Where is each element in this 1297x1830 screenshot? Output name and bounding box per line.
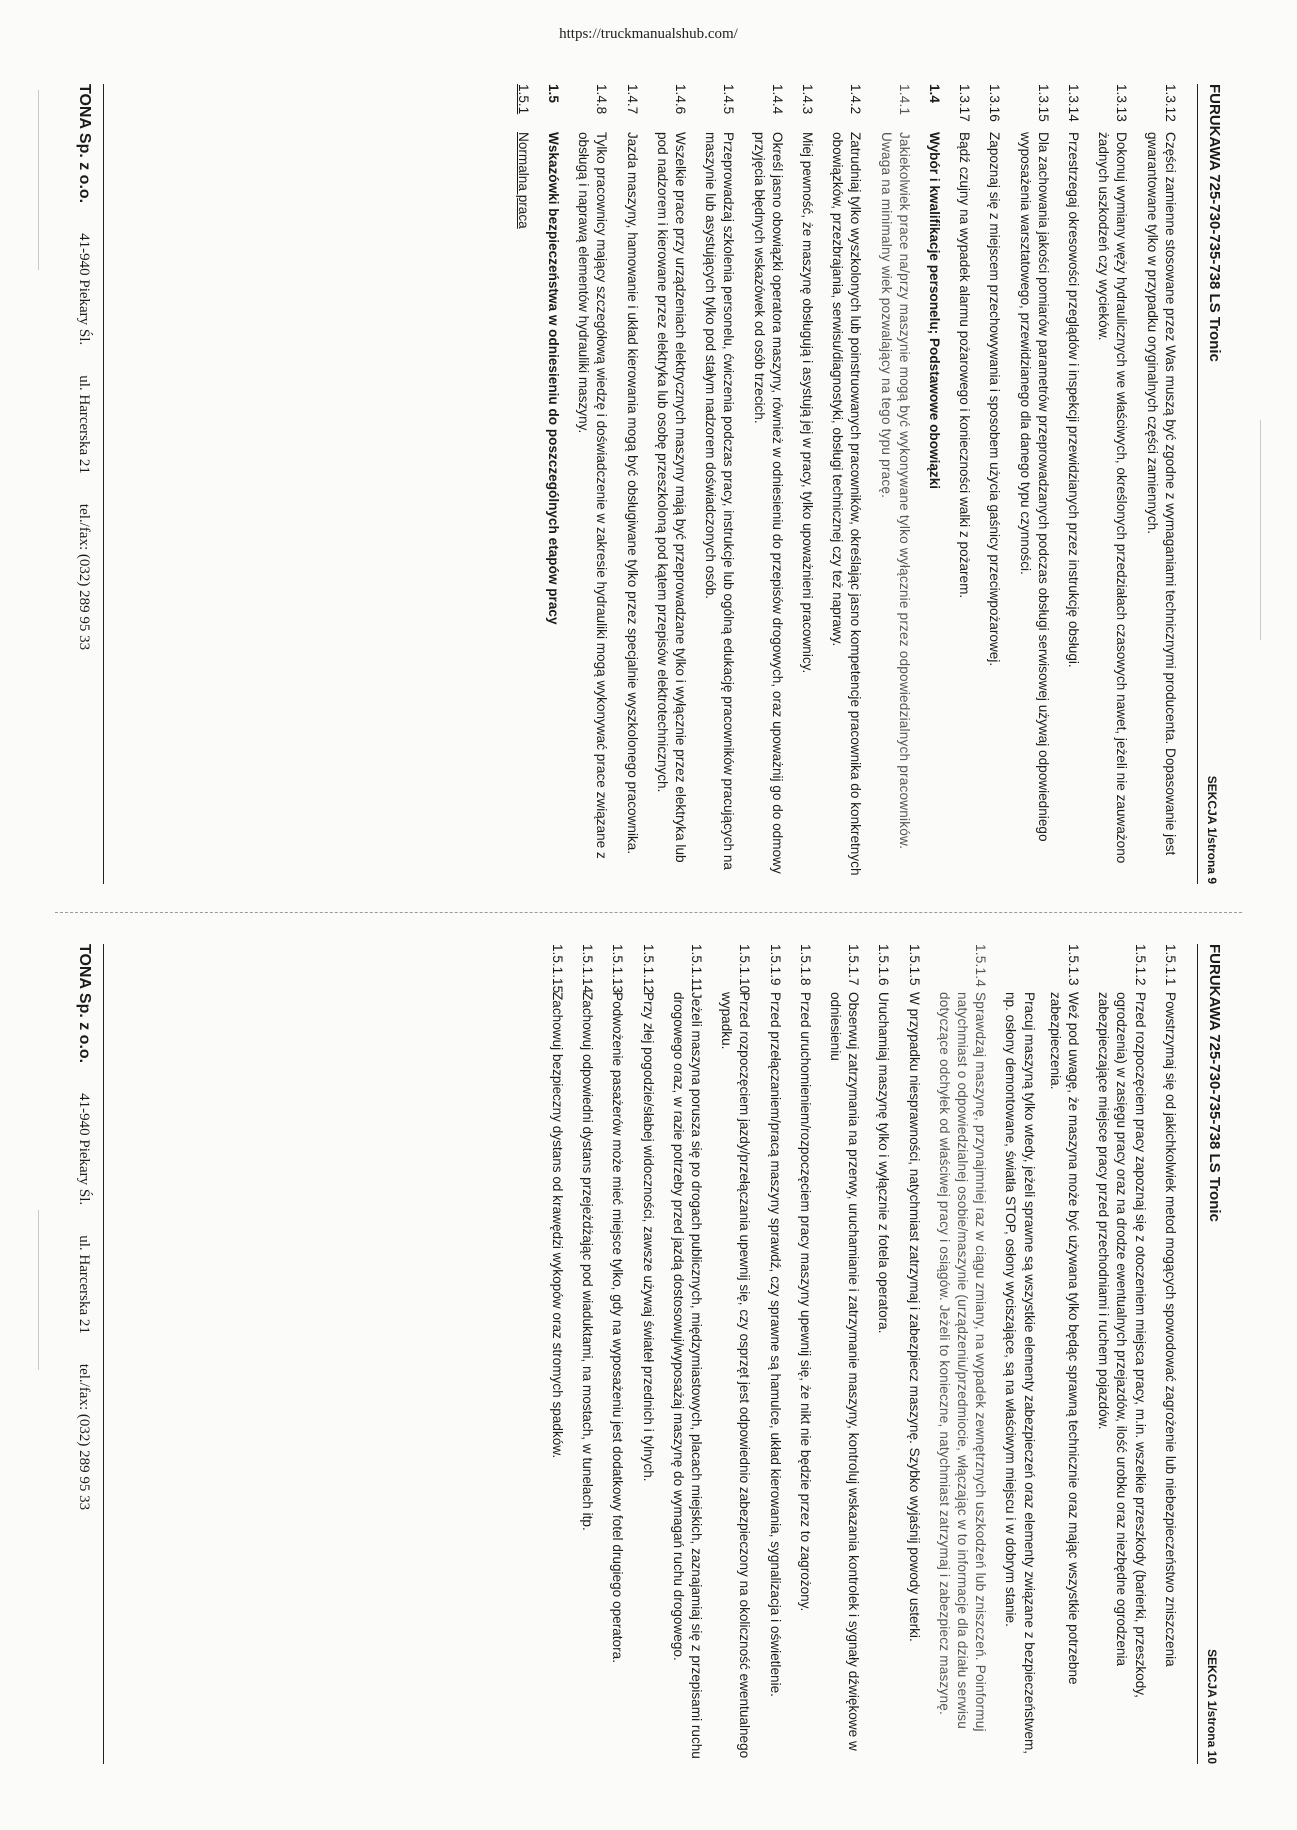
item-list	[513, 84, 1178, 884]
section-item	[795, 944, 813, 1764]
item-number: 1.5.1.7	[845, 944, 861, 986]
item-text: Podwożenie pasażerów może mieć miejsce tylko, gdy na wyposażeniu jest dodatkowy fotel drugiego operatora.	[609, 992, 625, 1663]
item-text: Bądź czujny na wypadek alarmu pożarowego i konieczności walki z pożarem.	[956, 132, 972, 599]
item-text: Dla zachowania jakości pomiarów parametrów przeprowadzanych podczas obsługi serwisowej używaj odpowiedniego wyposażenia warsztatowego, przewidzianego dla danego typu czynności.	[1017, 132, 1051, 842]
section-item	[701, 84, 737, 884]
item-number: 1.5.1.12	[640, 944, 656, 994]
section-item	[955, 84, 973, 884]
section-item	[717, 944, 753, 1764]
item-number: 1.3.16	[986, 84, 1002, 122]
item-number: 1.4.1	[896, 84, 912, 116]
page-10-content	[74, 944, 1224, 1764]
section-item	[874, 944, 892, 1764]
item-number: 1.4.3	[799, 84, 815, 115]
item-number: 1.5.1.1	[1162, 944, 1178, 986]
item-text: Wybór i kwalifikacje personelu; Podstawowe obowiązki	[926, 132, 942, 490]
item-number: 1.5.1.6	[875, 944, 891, 986]
item-number: 1.3.14	[1065, 84, 1081, 122]
section-label: SEKCJA 1/strona 9	[1204, 775, 1219, 884]
footer-city: 41-940 Piekary Śl.	[75, 233, 92, 346]
section-item	[934, 944, 989, 1764]
section-item	[876, 84, 912, 884]
item-text: Przestrzegaj okresowości przeglądów i inspekcji przewidzianych przez instrukcję obsługi.	[1065, 132, 1081, 668]
page-9-scan	[0, 60, 1297, 908]
item-text: Przeprowadzaj szkolenia personelu, ćwiczenia podczas pracy, instrukcje lub ogólną edukację pracowników pracujących na maszynie lub asystujących tylko pod stałym nadzorem doświadczonych osób.	[702, 132, 736, 870]
item-number: 1.3.15	[1035, 84, 1051, 122]
item-number: 1.5.1.14	[579, 944, 595, 994]
item-text: Przed uruchomieniem/rozpoczęciem pracy maszyny upewnij się, że nikt nie będzie przez to zagrożony.	[797, 992, 813, 1612]
item-number: 1.4.5	[720, 84, 736, 115]
item-number: 1.5.1.9	[767, 944, 783, 986]
item-text: Wszelkie prace przy urządzeniach elektrycznych maszyny mają być przeprowadzane tylko i wyłącznie przez elektryka lub pod nadzorem i kierowane przez elektryka lub osobę przeszkoloną pod kątem przepisów elektrotechnicznych.	[654, 132, 688, 863]
item-number: 1.3.17	[956, 84, 972, 122]
brand-title: FURUKAWA 725-730-735-738 LS Tronic	[1205, 84, 1223, 362]
section-item	[513, 84, 531, 884]
footer-phone: tel./fax: (032) 289 95 33	[75, 503, 92, 651]
item-number: 1.4.8	[593, 84, 609, 115]
page-footer	[74, 84, 104, 884]
item-list	[547, 944, 1178, 1764]
section-item	[749, 84, 785, 884]
footer-street: ul. Harcerska 21	[75, 375, 92, 474]
source-url[interactable]: https://truckmanualshub.com/	[559, 26, 738, 42]
item-text: Przed przełączaniem/pracą maszyny sprawdź, czy sprawne są hamulce, układ kierowania, sygnalizacja i oświetlenie.	[767, 992, 783, 1697]
item-text: Przy złej pogodzie/słabej widoczności, zawsze używaj świateł przednich i tylnych.	[640, 992, 656, 1482]
footer-street: ul. Harcerska 21	[75, 1235, 92, 1334]
section-item	[828, 84, 864, 884]
section-item	[924, 84, 942, 884]
item-text: Sprawdzaj maszynę, przynajmniej raz w ciągu zmiany, na wypadek zewnętrznych uszkodzeń lub zniszczeń. Poinformuj natychmiast o odpowiedzialnej osobie/maszynie (urządzeniu/przedmiocie, włączając w to informacje dla działu serwisu dotyczące odchyłek od właściwej pracy i osiągów. Jeżeli to konieczne, natychmiast zatrzymaj i zabezpiecz maszynę.	[936, 992, 988, 1732]
item-text: Miej pewność, że maszynę obsługują i asystują jej w pracy, tylko upoważnieni pracownicy.	[799, 132, 815, 674]
page-divider	[55, 912, 1242, 913]
section-item	[825, 944, 861, 1764]
item-number: 1.3.13	[1114, 84, 1129, 122]
section-item	[1160, 944, 1178, 1764]
item-text: Zachowuj bezpieczny dystans od krawędzi wykopów oraz stromych spadków.	[549, 992, 565, 1459]
section-item	[765, 944, 783, 1764]
item-number: 1.4.2	[847, 84, 863, 115]
section-item	[904, 944, 922, 1764]
section-item	[622, 84, 640, 884]
item-number: 1.5.1.10	[736, 944, 752, 994]
item-number: 1.5.1.4	[972, 944, 988, 987]
section-item	[638, 944, 656, 1764]
item-text: Jeżeli maszyna porusza się po drogach publicznych, międzymiastowych, placach miejskich, zaznajamiaj się z przepisami ruchu drogowego oraz, w razie potrzeby przed jazdą dostosowuj/wyposażaj maszynę do wymagań ruchu drogowego.	[670, 992, 704, 1759]
item-text: W przypadku niesprawności, natychmiast zatrzymaj i zabezpiecz maszynę. Szybko wyjaśnij powody usterki.	[906, 992, 922, 1642]
page-header	[1196, 944, 1223, 1764]
item-text: Powstrzymaj się od jakichkolwiek metod mogących spowodować zagrożenie lub niebezpieczeństwo zniszczenia	[1162, 992, 1178, 1667]
item-text: Jazda maszyny, hamowanie i układ kierowania mogą być obsługiwane tylko przez specjalnie wyszkolonego pracownika.	[624, 132, 640, 855]
footer-city: 41-940 Piekary Śl.	[75, 1093, 92, 1206]
item-text: Normalna praca	[515, 132, 531, 229]
item-number: 1.4.7	[624, 84, 640, 115]
section-item	[608, 944, 626, 1764]
footer-company: TONA Sp. z o.o.	[75, 944, 93, 1064]
item-text: Obserwuj zatrzymania na przerwy, uruchamianie i zatrzymanie maszyny, kontroluj wskazania kontrolek i sygnały dźwiękowe w odniesieniu	[827, 992, 861, 1751]
item-number: 1.5.1.5	[906, 944, 922, 986]
item-number: 1.5.1.8	[797, 944, 813, 986]
item-number: 1.4.6	[672, 84, 688, 115]
section-item	[547, 944, 565, 1764]
item-number: 1.5.1.3	[1065, 944, 1081, 986]
item-text: Określ jasno obowiązki operatora maszyny, również w odniesieniu do przepisów drogowych, oraz upoważnij go do odmowy przyjęcia błędnych wskazówek od osób trzecich.	[751, 132, 785, 874]
item-text-continued: Pracuj maszyną tylko wtedy, jeżeli sprawne są wszystkie elementy zabezpieczeń oraz elementy związane z bezpieczeństwem, np. osłony demontowane, światła STOP, osłony wyciszające, są na właściwym miejscu i w dobrym stanie.	[1002, 992, 1037, 1755]
page-header	[1196, 84, 1223, 884]
section-item	[1142, 84, 1178, 884]
section-label: SEKCJA 1/strona 10	[1204, 1649, 1219, 1764]
brand-title: FURUKAWA 725-730-735-738 LS Tronic	[1205, 944, 1223, 1222]
item-number: 1.5.1.15	[549, 944, 565, 994]
item-number: 1.4.4	[769, 84, 785, 115]
item-text: Jakiekolwiek prace na/przy maszynie mogą być wykonywane tylko wyłącznie przez odpowiedzialnych pracowników. Uwaga na minimalny wiek pozwalający na tego typu pracę.	[878, 132, 912, 850]
section-item	[574, 84, 610, 884]
section-item	[652, 84, 688, 884]
section-item	[543, 84, 561, 884]
item-text: Zatrudniaj tylko wyszkolonych lub poinstruowanych pracowników, określając jasno kompetencje pracownika do konkretnych obowiązków, przezbrajania, serwisu/diagnostyki, obsługi technicznej czy też naprawy.	[829, 132, 863, 876]
item-text: Zapoznaj się z miejscem przechowywania i sposobem użycia gaśnicy przeciwpożarowej.	[986, 132, 1002, 667]
item-number: 1.4	[926, 84, 942, 103]
section-item	[1094, 84, 1130, 884]
page-10-scan	[0, 918, 1297, 1790]
item-text: Uruchamiaj maszynę tylko i wyłącznie z fotela operatora.	[875, 992, 891, 1334]
item-number: 1.5	[545, 84, 561, 103]
item-text: Części zamienne stosowane przez Was muszą być zgodne z wymaganiami technicznymi producenta. Dopasowanie jest gwarantowane tylko w przypadku oryginalnych części zamiennych.	[1144, 132, 1178, 856]
footer-company: TONA Sp. z o.o.	[75, 84, 93, 204]
section-item	[668, 944, 704, 1764]
section-item	[985, 84, 1003, 884]
section-item	[1015, 84, 1051, 884]
section-item	[1063, 84, 1081, 884]
item-text: Wskazówki bezpieczeństwa w odniesieniu do poszczególnych etapów pracy	[545, 132, 561, 625]
section-item	[1094, 944, 1149, 1764]
footer-phone: tel./fax: (032) 289 95 33	[75, 1363, 92, 1511]
item-number: 1.5.1.11	[688, 944, 704, 993]
section-item	[578, 944, 596, 1764]
item-text: Dokonuj wymiany węży hydraulicznych we właściwych, określonych przedziałach czasowych nawet, jeżeli nie zauważono żadnych uszkodzeń czy wycieków.	[1095, 132, 1129, 864]
item-text: Przed rozpoczęciem jazdy/przełączania upewnij się, czy osprzęt jest odpowiednio zabezpieczony na okoliczność ewentualnego wypadku.	[718, 992, 752, 1759]
item-number: 1.5.1.13	[609, 944, 625, 994]
item-text: Tylko pracownicy mający szczegółową wiedzę i doświadczenie w zakresie hydrauliki mogą wykonywać prace związane z obsługą i naprawą elementów hydrauliki maszyny.	[575, 132, 609, 859]
section-item	[797, 84, 815, 884]
page-9-content	[74, 84, 1224, 884]
item-text: Zachowuj odpowiedni dystans przejeżdżając pod wiaduktami, na mostach, w tunelach itp.	[579, 992, 595, 1531]
section-item	[1001, 944, 1082, 1764]
item-number: 1.5.1.2	[1132, 944, 1148, 986]
page-footer	[74, 944, 104, 1764]
item-number: 1.5.1	[515, 84, 531, 115]
item-text: Weź pod uwagę, że maszyna może być używana tylko będąc sprawną technicznie oraz mając wszystkie potrzebne zabezpieczenia.	[1047, 992, 1081, 1685]
item-number: 1.3.12	[1162, 84, 1178, 122]
item-text: Przed rozpoczęciem pracy zapoznaj się z otoczeniem miejsca pracy, m.in. wszelkie przeszkody (barierki, przeszkody, ogrodzenia) w zasięgu pracy oraz na drodze ewentualnych przejazdów, ilość urobku oraz niezbędne ogrodzenia zabezpieczające miejsce pracy przed przechodniami i ruchem pojazdów.	[1095, 992, 1148, 1698]
